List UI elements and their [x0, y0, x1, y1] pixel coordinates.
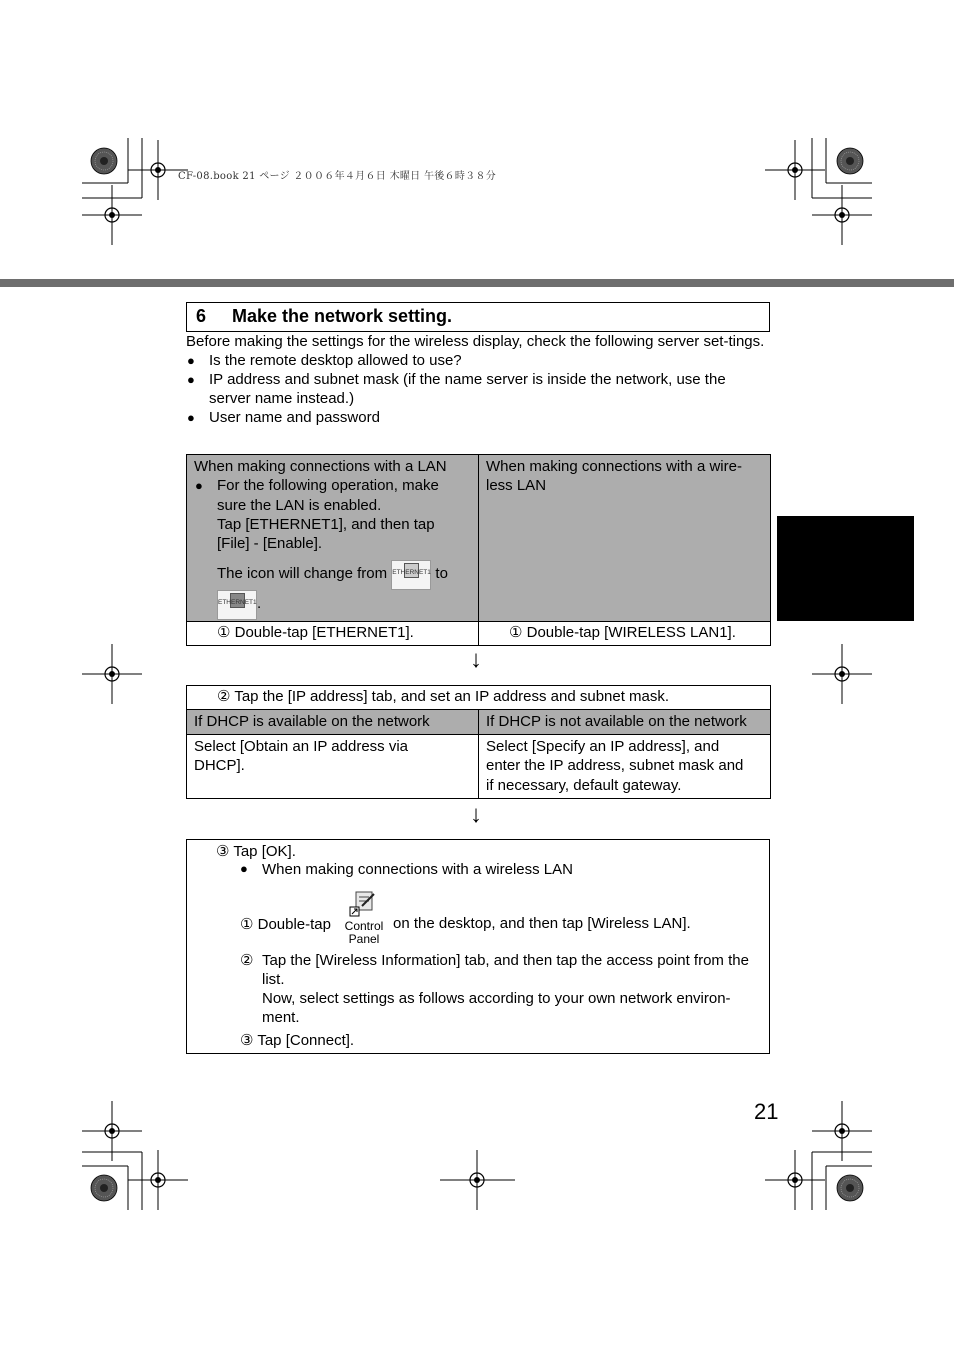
- list-item: ● User name and password: [186, 408, 770, 427]
- lan-step-text: ① Double-tap [ETHERNET1].: [217, 624, 414, 642]
- dhcp-available-header: If DHCP is available on the network: [187, 710, 479, 735]
- substep-2-text: Tap the [Wireless Information] tab, and then tap the access point from the list. Now, select settings as follows according to your own network environ- ment.: [262, 952, 749, 1026]
- lan-cell: [187, 455, 479, 622]
- dhcp-unavailable-header: If DHCP is not available on the network: [479, 710, 771, 735]
- wlan-heading-1: When making connections with a wire-: [486, 458, 742, 475]
- icon-change-text: The icon will change from: [217, 565, 388, 583]
- flow-arrow-1: ↓: [470, 646, 482, 673]
- intro-section: [186, 332, 770, 427]
- connection-type-table: [186, 454, 771, 646]
- wlan-heading-2: less LAN: [486, 477, 547, 495]
- print-header: CF-08.book 21 ページ ２００６年４月６日 木曜日 午後６時３８分: [178, 171, 497, 182]
- lan-heading: When making connections with a LAN: [194, 458, 447, 475]
- flow-arrow-2: ↓: [470, 801, 482, 828]
- list-item: ● IP address and subnet mask (if the name server is inside the network, use the server name instead.): [186, 370, 770, 408]
- chapter-side-tab: [777, 516, 914, 621]
- wlan-step-cell: [479, 622, 771, 646]
- step-ok-text: ③ Tap [OK].: [216, 843, 296, 860]
- substep-2-number: ②: [240, 952, 254, 969]
- intro-text: Before making the settings for the wireless display, check the following server set-tings.: [186, 333, 765, 350]
- icon-change-to: to: [435, 565, 448, 583]
- step-heading: [186, 302, 770, 332]
- header-rule: [0, 279, 954, 287]
- ip-step-cell: [187, 686, 771, 710]
- substep-3-text: ③ Tap [Connect].: [240, 1032, 355, 1049]
- control-panel-glyph-icon: [348, 890, 376, 918]
- lan-step-cell: [187, 622, 479, 646]
- lan-bullet: ● For the following operation, make sure the LAN is enabled. Tap [ETHERNET1], and then tap [File] - [Enable]. The icon will change from ETHERNET1 to ETHERNET1 .: [194, 476, 471, 619]
- page-number: 21: [754, 1099, 779, 1124]
- wlan-step-text: ① Double-tap [WIRELESS LAN1].: [509, 624, 736, 642]
- wlan-cell: [479, 455, 771, 622]
- substep-1-suffix: on the desktop, and then tap [Wireless LAN].: [393, 915, 691, 932]
- step-number: 6: [196, 306, 207, 326]
- dhcp-table: [186, 685, 771, 799]
- ethernet-disabled-icon: ETHERNET1: [391, 560, 431, 590]
- ethernet-enabled-icon: ETHERNET1: [217, 590, 257, 620]
- dhcp-unavailable-cell: Select [Specify an IP address], and enter the IP address, subnet mask and if necessary, default gateway.: [479, 735, 771, 799]
- ip-step-text: ② Tap the [IP address] tab, and set an IP address and subnet mask.: [217, 688, 670, 705]
- intro-bullets: [186, 351, 770, 427]
- control-panel-icon: Control Panel: [342, 890, 386, 950]
- dhcp-available-cell: Select [Obtain an IP address via DHCP].: [187, 735, 479, 799]
- list-item: ● Is the remote desktop allowed to use?: [186, 351, 770, 370]
- step-title: Make the network setting.: [232, 306, 453, 326]
- substep-1-prefix: ① Double-tap: [240, 916, 331, 933]
